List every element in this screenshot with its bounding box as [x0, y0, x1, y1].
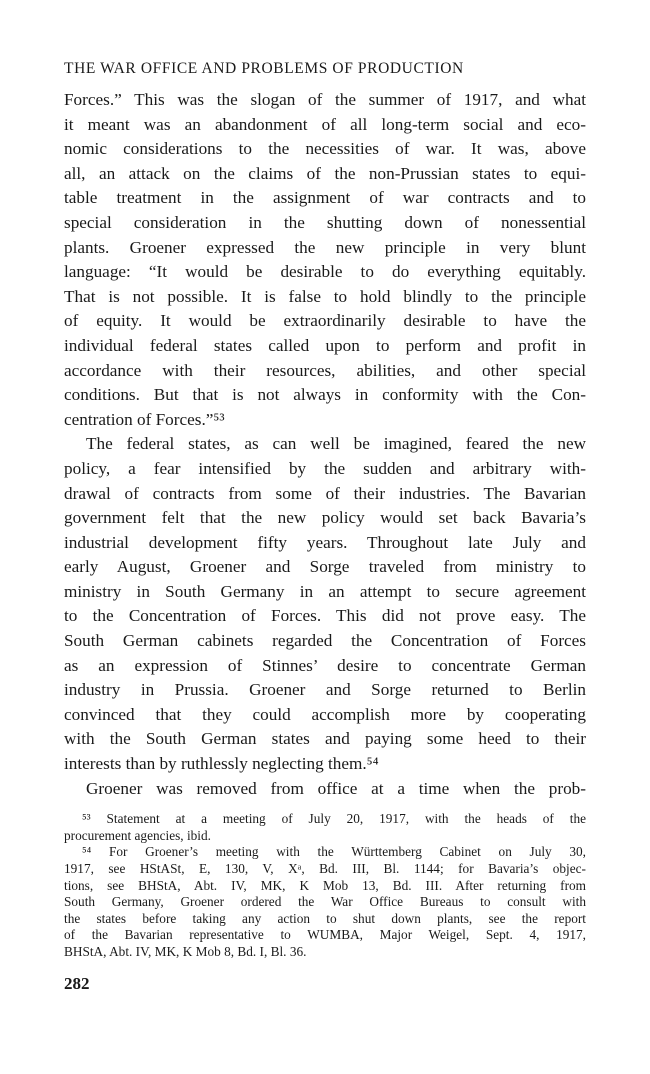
- body-text: [64, 88, 586, 801]
- footnote-line: tions, see BHStA, Abt. IV, MK, K Mob 13, Bd. III. After returning from: [64, 877, 586, 893]
- text-line: Forces.” This was the slogan of the summer of 1917, and what: [64, 90, 586, 109]
- footnote-line: ⁵⁴ For Groener’s meeting with the Württemberg Cabinet on July 30,: [82, 844, 586, 860]
- text-line: it meant was an abandonment of all long-term social and eco-: [64, 114, 586, 134]
- footnote-line: BHStA, Abt. IV, MK, K Mob 8, Bd. I, Bl. 36.: [64, 943, 307, 959]
- footnote-line: South Germany, Groener ordered the War Office Bureaus to consult with: [64, 894, 586, 910]
- text-line: early August, Groener and Sorge traveled from ministry to: [64, 557, 586, 577]
- footnote-line: the states before taking any action to shut down plants, see the report: [64, 910, 586, 926]
- text-line: Groener was removed from office at a time when the prob-: [86, 778, 586, 798]
- text-line: individual federal states called upon to perform and profit in: [64, 335, 586, 355]
- text-line: government felt that the new policy would set back Bavaria’s: [64, 508, 586, 528]
- text-line: industrial development fifty years. Throughout late July and: [64, 532, 586, 552]
- footnote-line: ⁵³ Statement at a meeting of July 20, 1917, with the heads of the: [82, 811, 586, 827]
- text-line: to the Concentration of Forces. This did not prove easy. The: [64, 606, 586, 626]
- text-line: all, an attack on the claims of the non-Prussian states to equi-: [64, 163, 586, 183]
- footnote-line: 1917, see HStASt, E, 130, V, Xᵃ, Bd. III, Bl. 1144; for Bavaria’s objec-: [64, 861, 586, 876]
- text-line: The federal states, as can well be imagined, feared the new: [86, 434, 586, 454]
- text-line: of equity. It would be extraordinarily desirable to have the: [64, 311, 586, 331]
- footnote-line: of the Bavarian representative to WUMBA, Major Weigel, Sept. 4, 1917,: [64, 927, 586, 943]
- footnotes: [64, 811, 586, 960]
- text-line: That is not possible. It is false to hold blindly to the principle: [64, 286, 586, 306]
- text-line: convinced that they could accomplish more by cooperating: [64, 704, 586, 724]
- text-line: accordance with their resources, abilities, and other special: [64, 360, 586, 380]
- book-page: [64, 58, 586, 995]
- footnote-line: procurement agencies, ibid.: [64, 827, 211, 843]
- paragraph-2: [64, 432, 586, 776]
- text-line: as an expression of Stinnes’ desire to concentrate German: [64, 655, 586, 675]
- text-line: ministry in South Germany in an attempt to secure agreement: [64, 581, 586, 601]
- paragraph-3: [64, 777, 586, 802]
- text-line: plants. Groener expressed the new principle in very blunt: [64, 237, 586, 257]
- text-line: language: “It would be desirable to do everything equitably.: [64, 262, 586, 282]
- text-line: industry in Prussia. Groener and Sorge returned to Berlin: [64, 680, 586, 700]
- running-head: THE WAR OFFICE AND PROBLEMS OF PRODUCTION: [64, 60, 464, 77]
- footnote-54: [64, 844, 586, 960]
- text-line: table treatment in the assignment of war contracts and to: [64, 188, 586, 208]
- text-line: conditions. But that is not always in conformity with the Con-: [64, 385, 586, 405]
- text-line: centration of Forces.”⁵³: [64, 409, 225, 429]
- paragraph-1: [64, 88, 586, 432]
- text-line: interests than by ruthlessly neglecting them.⁵⁴: [64, 754, 379, 774]
- text-line: special consideration in the shutting down of nonessential: [64, 212, 586, 232]
- text-line: nomic considerations to the necessities of war. It was, above: [64, 139, 586, 159]
- page-number: 282: [64, 973, 90, 993]
- footnote-53: [64, 811, 586, 844]
- text-line: drawal of contracts from some of their industries. The Bavarian: [64, 483, 586, 503]
- text-line: South German cabinets regarded the Concentration of Forces: [64, 631, 586, 651]
- text-line: with the South German states and paying some heed to their: [64, 729, 586, 749]
- text-line: policy, a fear intensified by the sudden and arbitrary with-: [64, 458, 586, 478]
